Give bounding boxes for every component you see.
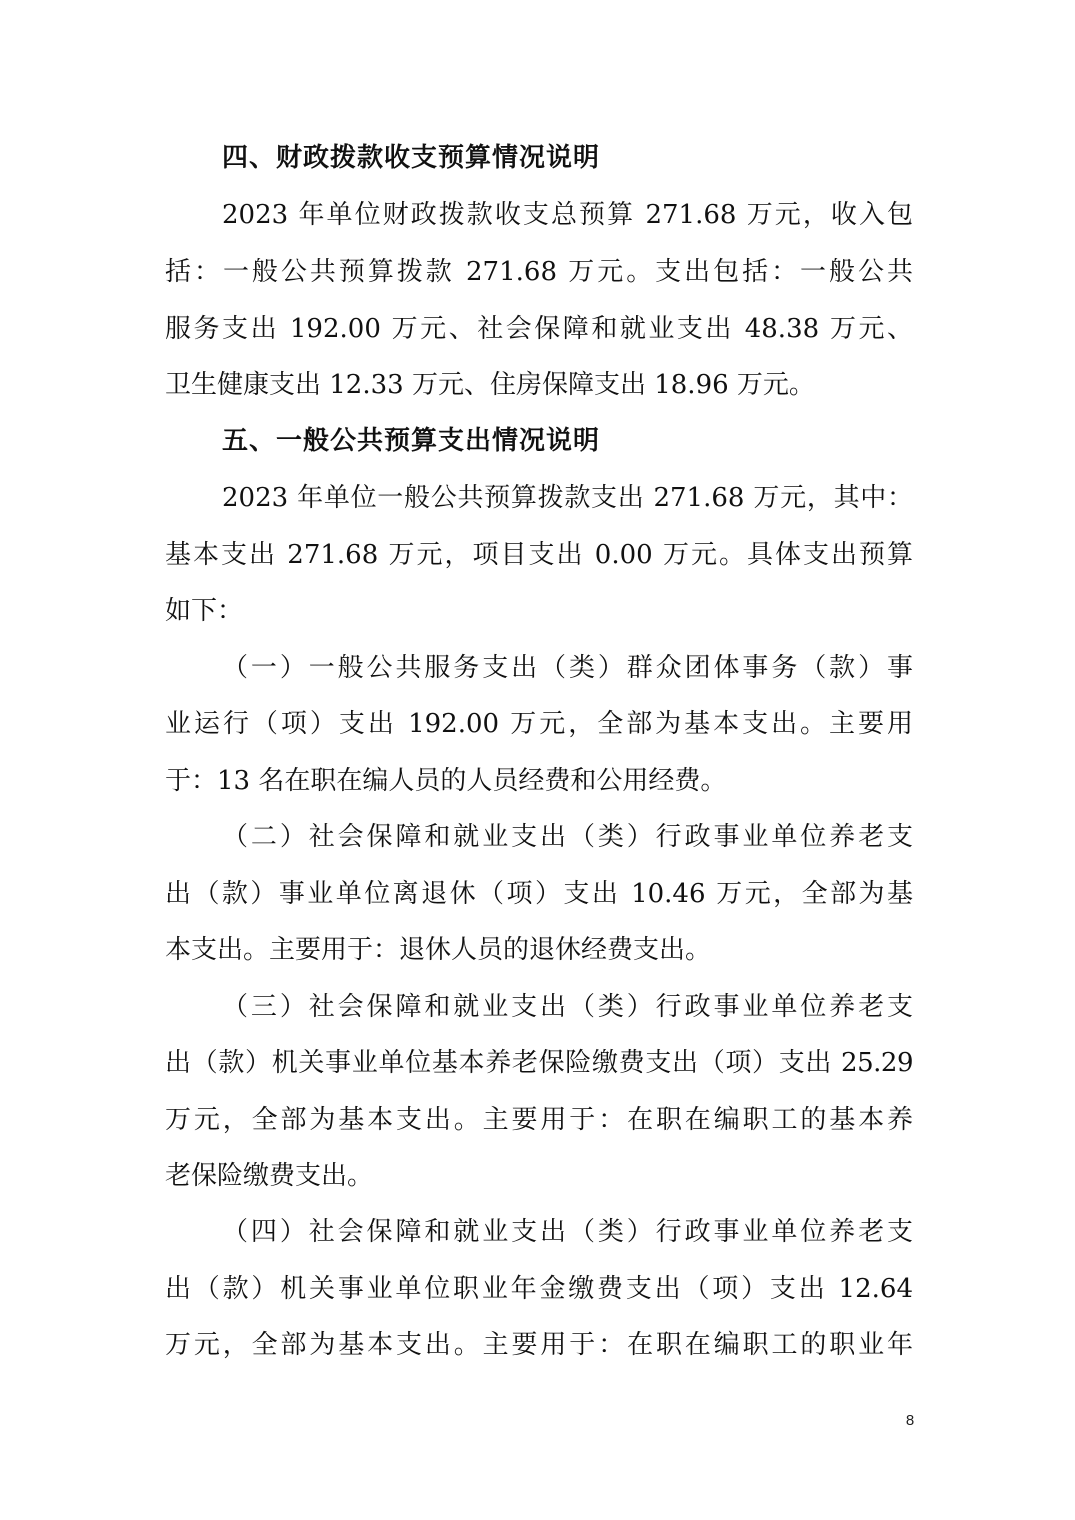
paragraph-line: 括：一般公共预算拨款 271.68 万元。支出包括：一般公共: [165, 257, 913, 287]
paragraph-line: 业运行（项）支出 192.00 万元，全部为基本支出。主要用: [165, 709, 913, 739]
paragraph-line: （二）社会保障和就业支出（类）行政事业单位养老支: [222, 822, 913, 852]
paragraph-line: 出（款）事业单位离退休（项）支出 10.46 万元，全部为基: [165, 879, 913, 909]
section-heading-4: 四、财政拨款收支预算情况说明: [222, 143, 601, 173]
paragraph-line: 卫生健康支出 12.33 万元、住房保障支出 18.96 万元。: [165, 370, 815, 400]
paragraph-line: （四）社会保障和就业支出（类）行政事业单位养老支: [222, 1217, 913, 1247]
paragraph-line: 服务支出 192.00 万元、社会保障和就业支出 48.38 万元、: [165, 314, 913, 344]
section-heading-5: 五、一般公共预算支出情况说明: [222, 426, 601, 456]
paragraph-line: （三）社会保障和就业支出（类）行政事业单位养老支: [222, 992, 913, 1022]
paragraph-line: 基本支出 271.68 万元，项目支出 0.00 万元。具体支出预算: [165, 540, 913, 570]
paragraph-line: 本支出。主要用于：退休人员的退休经费支出。: [165, 935, 712, 965]
paragraph-line: 万元，全部为基本支出。主要用于：在职在编职工的职业年: [165, 1330, 913, 1360]
paragraph-line: 2023 年单位一般公共预算拨款支出 271.68 万元，其中：: [222, 483, 913, 513]
paragraph-line: 出（款）机关事业单位基本养老保险缴费支出（项）支出 25.29: [165, 1048, 913, 1078]
page-number: 8: [905, 1412, 915, 1429]
paragraph-line: 如下：: [165, 596, 244, 626]
paragraph-line: 出（款）机关事业单位职业年金缴费支出（项）支出 12.64: [165, 1274, 913, 1304]
paragraph-line: （一）一般公共服务支出（类）群众团体事务（款）事: [222, 653, 913, 683]
paragraph-line: 老保险缴费支出。: [165, 1161, 374, 1191]
paragraph-line: 2023 年单位财政拨款收支总预算 271.68 万元，收入包: [222, 200, 913, 230]
paragraph-line: 万元，全部为基本支出。主要用于：在职在编职工的基本养: [165, 1105, 913, 1135]
paragraph-line: 于：13 名在职在编人员的人员经费和公用经费。: [165, 766, 727, 796]
